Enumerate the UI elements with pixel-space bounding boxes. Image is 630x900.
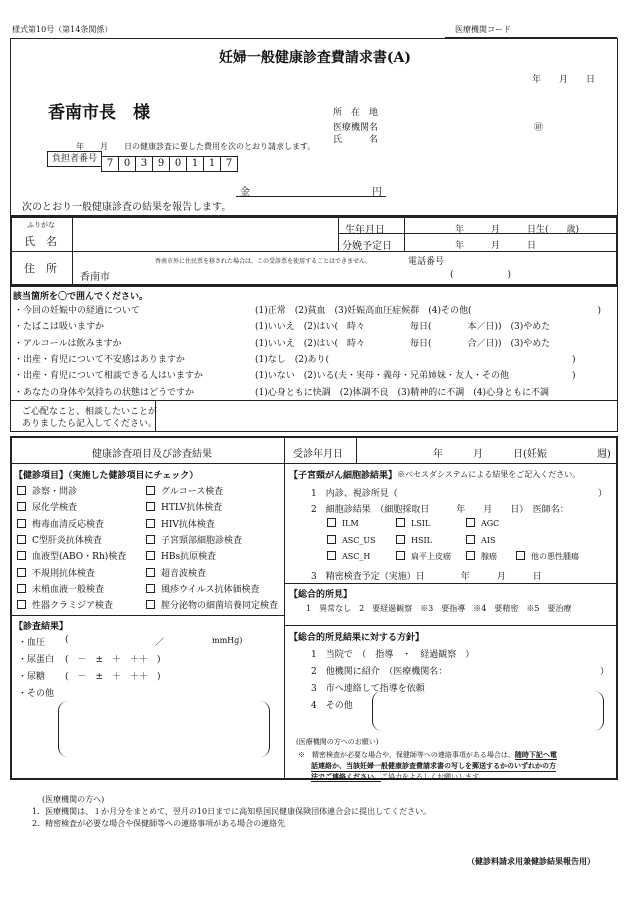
amount-input-line[interactable] xyxy=(236,196,386,197)
payer-digit[interactable]: 7 xyxy=(101,156,119,172)
cytology-option[interactable] xyxy=(466,551,497,562)
addressee: 香南市長 様 xyxy=(48,103,150,123)
bethesda-note: ※ベセスダシステムによる結果をご記入ください。 xyxy=(397,470,581,479)
seal-mark: ㊞ xyxy=(534,123,544,133)
exam-item-label: 膣分泌物の細菌培養同定検査 xyxy=(161,601,279,612)
question-2: ・たばこは吸いますか xyxy=(14,322,105,333)
question-4: ・出産・育児について不安感はありますか xyxy=(14,354,185,365)
exam-item[interactable] xyxy=(17,598,113,611)
exam-item[interactable] xyxy=(17,500,77,513)
page-title: 妊婦一般健康診査費請求書(A) xyxy=(218,50,412,66)
answer-options-5[interactable]: (1)いない (2)いる(夫・実母・義母・兄弟姉妹・友人・その他 ) xyxy=(255,371,576,382)
consult-input[interactable] xyxy=(156,401,616,431)
residence-note: 香南市外に住民票を移された場合は、この受診票を使用することはできません。 xyxy=(155,258,372,265)
checkbox[interactable] xyxy=(146,519,155,528)
urine-protein-scale[interactable]: ( － ± ＋ ＋＋ ) xyxy=(65,655,161,665)
checkbox[interactable] xyxy=(146,486,155,495)
policy-2[interactable]: 2 他機関に紹介 （医療機関名： xyxy=(311,667,448,677)
question-1: ・今回の妊娠中の経過について xyxy=(14,306,140,316)
checkbox[interactable] xyxy=(516,551,525,560)
consult-label-2: ありましたら記入してください。 xyxy=(22,419,158,429)
visit-date-label: 受診年月日 xyxy=(293,449,343,460)
payer-digit[interactable]: 9 xyxy=(152,156,170,172)
form-usage: （健診料請求用兼健診結果報告用） xyxy=(467,856,595,866)
policy-3[interactable]: 3 市へ連絡して指導を依頼 xyxy=(311,684,425,694)
cytology-option[interactable] xyxy=(327,551,370,561)
checkbox[interactable] xyxy=(17,600,26,609)
checkbox[interactable] xyxy=(17,568,26,577)
cytology-label: AGC xyxy=(481,519,500,528)
exam-item[interactable] xyxy=(146,484,223,497)
note-line-1-bold: 随時下記へ電 xyxy=(514,750,557,759)
question-5: ・出産・育児について相談できる人はいますか xyxy=(14,371,203,382)
cytology-option[interactable] xyxy=(327,518,359,528)
checkbox[interactable] xyxy=(17,535,26,544)
cytology-option[interactable] xyxy=(327,535,376,545)
blood-pressure-label: ・血圧 xyxy=(18,638,46,648)
payer-digit[interactable]: 0 xyxy=(118,156,136,172)
cytology-label: ASC_US xyxy=(342,536,376,545)
cervical-item-1-end: ） xyxy=(598,489,608,499)
checkbox[interactable] xyxy=(396,518,405,527)
bp-unit: mmHg) xyxy=(212,636,243,645)
checkbox[interactable] xyxy=(146,600,155,609)
exam-item-label: 子宮頸部細胞診検査 xyxy=(161,535,243,546)
checkbox[interactable] xyxy=(146,584,155,593)
cervical-item-1: 1 内診、視診所見（ xyxy=(311,489,398,499)
checkbox[interactable] xyxy=(396,551,405,560)
request-note-label: (医療機関の方へのお願い) xyxy=(296,738,379,746)
checkbox[interactable] xyxy=(17,486,26,495)
exam-item[interactable] xyxy=(146,582,259,595)
report-statement: 次のとおり一般健康診査の結果を報告します。 xyxy=(22,202,232,213)
checkbox[interactable] xyxy=(466,535,475,544)
cytology-option[interactable] xyxy=(466,518,499,528)
exam-item-label: 尿化学検査 xyxy=(32,503,78,514)
request-statement: 年 月 日の健康診査に要した費用を次のとおり請求します。 xyxy=(76,142,316,151)
note-line-1-text: ※ 精密検査が必要な場合や、保健師等への連絡事項がある場合は、 xyxy=(298,751,515,759)
question-6: ・あなたの身体や気持ちの状態はどうですか xyxy=(14,387,195,398)
overall-header: 【総合的所見】 xyxy=(289,590,353,600)
phone-value[interactable]: ( ) xyxy=(450,270,512,280)
cytology-label: 腺癌 xyxy=(481,552,497,561)
payer-digit[interactable]: 3 xyxy=(135,156,153,172)
form-number: 様式第10号（第14条関係） xyxy=(12,25,113,34)
note-line-1 xyxy=(298,750,557,760)
footer-to: (医療機関の方へ) xyxy=(42,795,105,804)
exam-item[interactable] xyxy=(17,566,95,579)
note-line-3-bold: 法でご連絡ください。 xyxy=(311,772,381,781)
urine-sugar-label: ・尿糖 xyxy=(18,672,46,682)
exam-item[interactable] xyxy=(146,533,242,546)
payer-digit[interactable]: 1 xyxy=(203,156,221,172)
exam-item-label: 血液型(ABO・Rh)検査 xyxy=(32,552,127,563)
exam-item[interactable] xyxy=(17,484,77,497)
exam-item-label: 性器クラミジア検査 xyxy=(32,601,114,612)
institution-name-label: 医療機関名 xyxy=(333,123,379,133)
checkbox[interactable] xyxy=(396,535,405,544)
request-date[interactable]: 年 月 日 xyxy=(532,75,596,85)
cervical-item-3: 3 精密検査予定（実施）日 年 月 日 xyxy=(311,572,542,582)
exam-item-label: 超音波検査 xyxy=(161,568,207,579)
exam-item-label: 不規則抗体検査 xyxy=(32,568,96,579)
exam-item[interactable] xyxy=(146,566,206,579)
other-input[interactable] xyxy=(58,701,270,757)
checkbox[interactable] xyxy=(146,535,155,544)
policy-other-input[interactable] xyxy=(372,691,604,731)
result-header: 【診査結果】 xyxy=(14,622,69,632)
patient-name-label: 氏 名 xyxy=(24,235,57,248)
answer-options-4[interactable]: (1)なし (2)あり( ) xyxy=(255,354,576,365)
birthdate-value[interactable]: 年 月 日生( 歳) xyxy=(455,225,580,235)
cervical-item-2: 2 細胞診結果 （細胞採取日 年 月 日） 医師名： xyxy=(311,505,569,515)
questionnaire-header: 該当箇所を〇で囲んでください。 xyxy=(13,292,149,302)
exam-item[interactable] xyxy=(17,517,104,530)
payer-digit[interactable]: 1 xyxy=(186,156,204,172)
bp-paren: ( xyxy=(65,635,69,645)
checkbox[interactable] xyxy=(17,502,26,511)
checkbox[interactable] xyxy=(17,519,26,528)
exam-item-label: グルコース検査 xyxy=(161,487,224,497)
due-date-label: 分娩予定日 xyxy=(342,241,392,252)
overall-findings[interactable]: 1 異常なし 2 要経過観察 ※3 要指導 ※4 要精密 ※5 要治療 xyxy=(306,604,572,613)
urine-protein-label: ・尿蛋白 xyxy=(18,655,55,665)
birthdate-label: 生年月日 xyxy=(345,225,385,236)
bp-slash: ／ xyxy=(155,638,165,648)
checkbox[interactable] xyxy=(327,551,336,560)
checkbox[interactable] xyxy=(146,568,155,577)
cytology-option[interactable] xyxy=(396,551,451,562)
checkbox[interactable] xyxy=(146,551,155,560)
answer-options-2[interactable]: (1)いいえ (2)はい( 時々 毎日( 本／日)) (3)やめた xyxy=(255,322,551,333)
cytology-label: 他の悪性腫瘍 xyxy=(531,552,579,561)
exam-item[interactable] xyxy=(146,549,216,562)
question-3: ・アルコールは飲みますか xyxy=(14,338,122,349)
institution-code-label: 医療機関コード xyxy=(455,25,511,34)
exam-item-label: HBs抗原検査 xyxy=(161,552,217,563)
policy-header: 【総合的所見結果に対する方針】 xyxy=(289,633,425,643)
visit-date-value[interactable]: 年 月 日(妊娠 週) xyxy=(433,449,611,460)
cytology-option[interactable] xyxy=(516,551,579,562)
exam-item[interactable] xyxy=(146,500,222,513)
cytology-option[interactable] xyxy=(466,535,495,545)
payer-number-label: 負担者番号 xyxy=(47,151,102,167)
exam-item-label: 末梢血液一般検査 xyxy=(32,584,105,595)
checkbox[interactable] xyxy=(17,551,26,560)
payer-digit[interactable]: 0 xyxy=(169,156,187,172)
note-line-3 xyxy=(311,772,485,782)
footer-note-2: 2．精密検査が必要な場合や保健師等への連絡事項がある場合の連絡先 xyxy=(32,819,286,828)
cytology-label: AIS xyxy=(481,536,496,545)
payer-digit[interactable]: 7 xyxy=(220,156,238,172)
address-label: 住 所 xyxy=(24,262,57,275)
checkbox[interactable] xyxy=(327,535,336,544)
footer-note-1: 1．医療機関は、１か月分をまとめて、翌月の10日までに高知県国民健康保険団体連合会に提出してください。 xyxy=(32,807,432,816)
cytology-label: 扁平上皮癌 xyxy=(411,552,451,561)
amount-kin: 金 xyxy=(240,187,250,198)
checkbox[interactable] xyxy=(146,502,155,511)
cytology-label: HSIL xyxy=(411,536,432,545)
location-label: 所 在 地 xyxy=(333,108,379,118)
cervical-header: 【子宮頸がん細胞診結果】 xyxy=(289,471,398,481)
cytology-option[interactable] xyxy=(396,535,432,545)
answer-options-6[interactable]: (1)心身ともに快調 (2)体調不良 (3)精神的に不調 (4)心身ともに不調 xyxy=(255,387,549,398)
exam-item-label: C型肝炎抗体検査 xyxy=(32,535,102,546)
furigana-label: ふりがな xyxy=(27,221,55,229)
cytology-label: LSIL xyxy=(411,519,431,528)
checkbox[interactable] xyxy=(327,518,336,527)
note-line-3-text: ご協力をよろしくお願いします。 xyxy=(381,773,486,781)
urine-sugar-scale[interactable]: ( － ± ＋ ＋＋ ) xyxy=(65,672,161,682)
address-city: 香南市 xyxy=(80,272,110,283)
cytology-label: ASC_H xyxy=(342,552,371,561)
answer-options-3[interactable]: (1)いいえ (2)はい( 時々 毎日( 合／日)) (3)やめた xyxy=(255,338,551,349)
cytology-option[interactable] xyxy=(396,518,430,528)
exam-item-label: 梅毒血清反応検査 xyxy=(32,519,105,530)
policy-4[interactable]: 4 その他 xyxy=(311,701,353,711)
amount-yen: 円 xyxy=(372,187,382,198)
checkbox[interactable] xyxy=(466,551,475,560)
cytology-label: ILM xyxy=(342,519,359,528)
policy-2-end: ） xyxy=(600,667,610,677)
other-label: ・その他 xyxy=(18,689,55,699)
exam-items-header: 【健診項目】（実施した健診項目にチェック） xyxy=(14,471,199,481)
payer-number-field xyxy=(47,151,238,167)
exam-item[interactable] xyxy=(17,549,126,562)
exam-item-label: 風疹ウイルス抗体価検査 xyxy=(161,584,260,595)
consult-label-1: ご心配なこと、相談したいことが xyxy=(22,407,158,417)
phone-label: 電話番号 xyxy=(408,257,445,267)
due-date-value[interactable]: 年 月 日 xyxy=(455,241,537,251)
checkbox[interactable] xyxy=(17,584,26,593)
exam-item-label: HTLV抗体検査 xyxy=(161,503,223,514)
policy-1[interactable]: 1 当院で （ 指導 ・ 経過観察 ） xyxy=(311,650,475,660)
exam-item[interactable] xyxy=(17,582,104,595)
exam-item[interactable] xyxy=(146,517,215,530)
exam-item-label: 診察・問診 xyxy=(32,487,78,497)
answer-options-1[interactable]: (1)正常 (2)貧血 (3)妊娠高血圧症候群 (4)その他( ) xyxy=(255,306,602,316)
name-label: 氏 名 xyxy=(333,135,379,145)
checkbox[interactable] xyxy=(466,518,475,527)
exam-item[interactable] xyxy=(146,598,278,611)
exam-item[interactable] xyxy=(17,533,102,546)
exam-items-heading: 健康診査項目及び診査結果 xyxy=(92,449,212,460)
note-line-2: 話連絡か、当該妊婦一般健康診査費請求書の写しを郵送するかのいずれかの方 xyxy=(311,761,556,770)
exam-item-label: HIV抗体検査 xyxy=(161,519,215,530)
